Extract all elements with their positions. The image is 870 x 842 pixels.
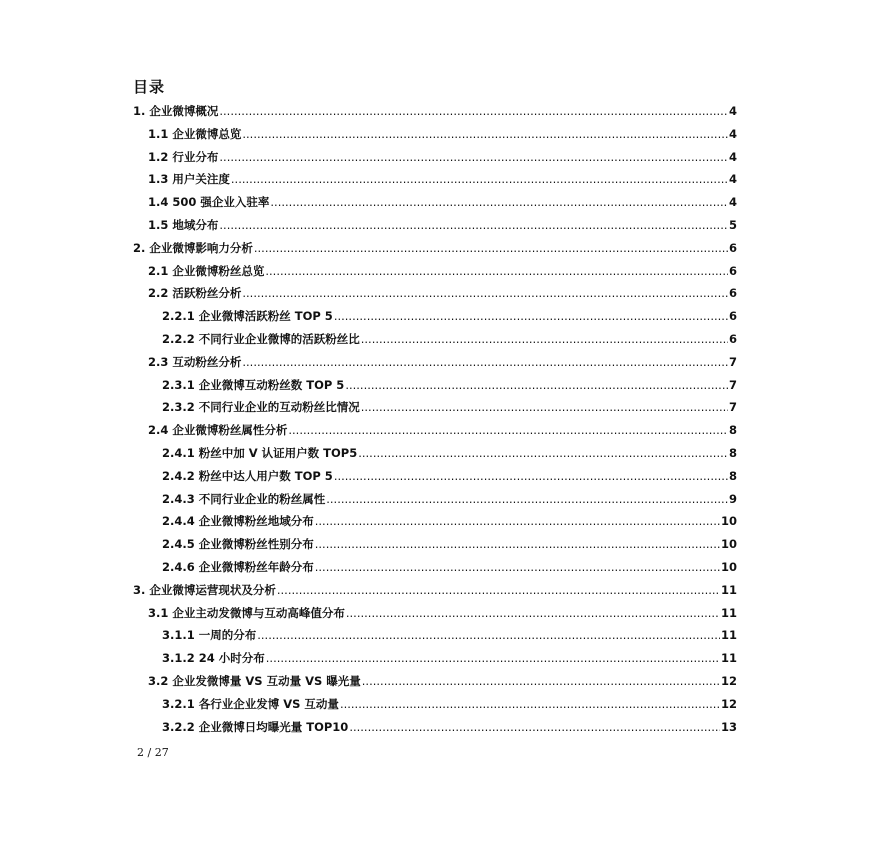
toc-entry[interactable] <box>133 696 737 719</box>
toc-entry[interactable] <box>133 285 737 308</box>
toc-entry[interactable] <box>133 240 737 263</box>
toc-entry-page-number: 6 <box>728 286 737 301</box>
toc-entry-label: 2.2.2 不同行业企业微博的活跃粉丝比 <box>162 331 360 346</box>
toc-entry-label: 2.4.4 企业微博粉丝地域分布 <box>162 514 314 529</box>
toc-entry-page-number: 10 <box>720 537 737 552</box>
dot-leader <box>358 446 728 460</box>
dot-leader <box>231 172 728 186</box>
toc-entry[interactable] <box>133 194 737 217</box>
toc-entry-page-number: 8 <box>728 445 737 460</box>
toc-entry[interactable] <box>133 308 737 331</box>
toc-entry-page-number: 12 <box>720 673 737 688</box>
dot-leader <box>315 514 720 528</box>
dot-leader <box>219 150 728 164</box>
toc-entry-label: 2.3 互动粉丝分析 <box>148 354 242 369</box>
toc-entry-label: 2.3.2 不同行业企业的互动粉丝比情况 <box>162 400 360 415</box>
dot-leader <box>334 469 728 483</box>
toc-entry[interactable] <box>133 627 737 650</box>
toc-entry-page-number: 5 <box>728 217 737 232</box>
toc-entry-page-number: 7 <box>728 400 737 415</box>
dot-leader <box>257 628 720 642</box>
dot-leader <box>315 537 720 551</box>
dot-leader <box>362 674 720 688</box>
toc-entry-label: 3.1 企业主动发微博与互动高峰值分布 <box>148 605 345 620</box>
toc-heading: 目录 <box>133 78 166 96</box>
dot-leader <box>266 651 720 665</box>
toc-entry-page-number: 11 <box>720 605 737 620</box>
toc-entry-label: 1.3 用户关注度 <box>148 172 230 187</box>
page-indicator: 2 / 27 <box>137 746 169 759</box>
toc-entry[interactable] <box>133 468 737 491</box>
toc-entry-page-number: 8 <box>728 423 737 438</box>
toc-entry-page-number: 6 <box>728 309 737 324</box>
toc-entry-label: 1.1 企业微博总览 <box>148 126 242 141</box>
toc-entry-page-number: 12 <box>720 696 737 711</box>
toc-entry-label: 3.1.2 24 小时分布 <box>162 651 265 666</box>
toc-entry[interactable] <box>133 171 737 194</box>
toc-entry-label: 2.4.3 不同行业企业的粉丝属性 <box>162 491 326 506</box>
toc-entry[interactable] <box>133 149 737 172</box>
toc-entry[interactable] <box>133 217 737 240</box>
toc-entry-page-number: 4 <box>728 195 737 210</box>
toc-entry[interactable] <box>133 559 737 582</box>
toc-entry[interactable] <box>133 377 737 400</box>
toc-entry-page-number: 4 <box>728 149 737 164</box>
toc-entry[interactable] <box>133 650 737 673</box>
toc-entry-label: 2.4.1 粉丝中加 V 认证用户数 TOP5 <box>162 445 358 460</box>
dot-leader <box>349 720 720 734</box>
toc-entry[interactable] <box>133 126 737 149</box>
toc-entry-page-number: 10 <box>720 559 737 574</box>
toc-entry[interactable] <box>133 582 737 605</box>
toc-entry-page-number: 11 <box>720 582 737 597</box>
toc-entry-label: 2.4.2 粉丝中达人用户数 TOP 5 <box>162 468 333 483</box>
dot-leader <box>361 332 728 346</box>
table-of-contents <box>133 103 737 741</box>
toc-entry-label: 3.2.1 各行业企业发博 VS 互动量 <box>162 696 339 711</box>
toc-entry-page-number: 6 <box>728 331 737 346</box>
toc-entry-page-number: 4 <box>728 172 737 187</box>
toc-entry-page-number: 4 <box>728 126 737 141</box>
dot-leader <box>254 241 728 255</box>
dot-leader <box>219 104 728 118</box>
toc-entry-label: 2.4 企业微博粉丝属性分析 <box>148 423 288 438</box>
toc-entry-page-number: 10 <box>720 514 737 529</box>
toc-entry[interactable] <box>133 399 737 422</box>
toc-entry-label: 3.1.1 一周的分布 <box>162 628 257 643</box>
dot-leader <box>334 309 728 323</box>
toc-entry-label: 1. 企业微博概况 <box>133 104 219 118</box>
toc-entry-page-number: 9 <box>728 491 737 506</box>
toc-entry-label: 1.2 行业分布 <box>148 149 219 164</box>
toc-entry-page-number: 7 <box>728 377 737 392</box>
toc-entry-label: 3. 企业微博运营现状及分析 <box>133 582 276 597</box>
toc-entry[interactable] <box>133 536 737 559</box>
toc-entry-label: 1.4 500 强企业入驻率 <box>148 195 270 210</box>
dot-leader <box>315 560 720 574</box>
toc-entry-page-number: 7 <box>728 354 737 369</box>
toc-entry[interactable] <box>133 103 737 126</box>
toc-entry[interactable] <box>133 673 737 696</box>
toc-entry[interactable] <box>133 263 737 286</box>
toc-entry[interactable] <box>133 354 737 377</box>
toc-entry-page-number: 4 <box>728 104 737 118</box>
toc-entry[interactable] <box>133 445 737 468</box>
toc-entry-label: 2.2 活跃粉丝分析 <box>148 286 242 301</box>
toc-entry[interactable] <box>133 513 737 536</box>
toc-entry-label: 2.2.1 企业微博活跃粉丝 TOP 5 <box>162 309 333 324</box>
dot-leader <box>270 195 728 209</box>
toc-entry[interactable] <box>133 422 737 445</box>
toc-entry[interactable] <box>133 491 737 514</box>
toc-entry-label: 2. 企业微博影响力分析 <box>133 240 253 255</box>
toc-entry-label: 1.5 地域分布 <box>148 217 219 232</box>
toc-entry-label: 2.3.1 企业微博互动粉丝数 TOP 5 <box>162 377 345 392</box>
toc-entry-label: 2.4.6 企业微博粉丝年龄分布 <box>162 559 314 574</box>
dot-leader <box>219 218 728 232</box>
toc-entry-page-number: 11 <box>720 628 737 643</box>
dot-leader <box>361 400 728 414</box>
dot-leader <box>265 264 728 278</box>
dot-leader <box>345 378 728 392</box>
dot-leader <box>340 697 720 711</box>
toc-entry-label: 3.2 企业发微博量 VS 互动量 VS 曝光量 <box>148 673 361 688</box>
toc-entry-page-number: 6 <box>728 240 737 255</box>
toc-entry[interactable] <box>133 605 737 628</box>
dot-leader <box>277 583 720 597</box>
toc-entry[interactable] <box>133 331 737 354</box>
dot-leader <box>242 286 728 300</box>
toc-entry[interactable] <box>133 719 737 742</box>
toc-entry-page-number: 8 <box>728 468 737 483</box>
toc-entry-label: 3.2.2 企业微博日均曝光量 TOP10 <box>162 719 349 734</box>
toc-entry-page-number: 13 <box>720 719 737 734</box>
dot-leader <box>242 355 728 369</box>
dot-leader <box>242 127 728 141</box>
toc-entry-page-number: 6 <box>728 263 737 278</box>
toc-entry-label: 2.4.5 企业微博粉丝性别分布 <box>162 537 314 552</box>
dot-leader <box>346 606 720 620</box>
toc-entry-page-number: 11 <box>720 651 737 666</box>
dot-leader <box>288 423 728 437</box>
toc-entry-label: 2.1 企业微博粉丝总览 <box>148 263 265 278</box>
dot-leader <box>326 492 728 506</box>
